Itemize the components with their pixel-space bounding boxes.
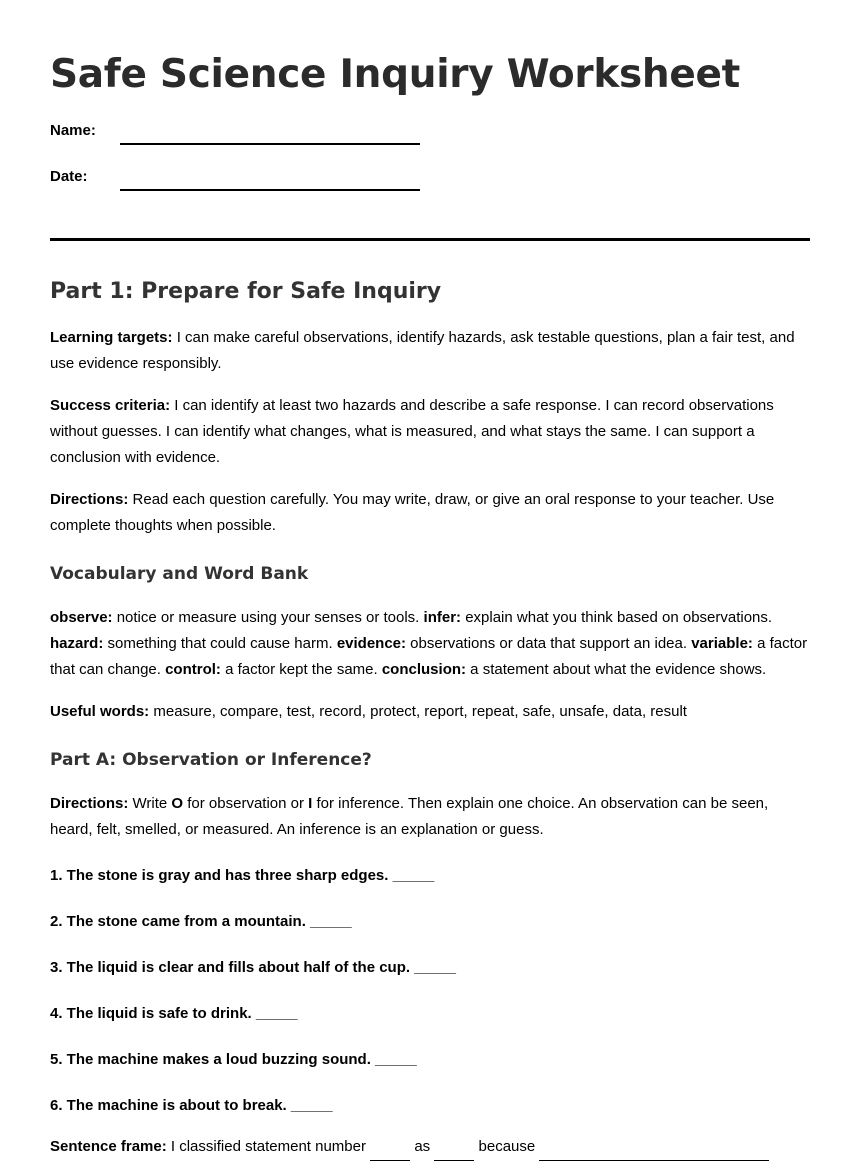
part1-directions-label: Directions:: [50, 491, 129, 508]
vocab-def: notice or measure using your senses or tools.: [112, 609, 424, 626]
statement-number-blank[interactable]: [370, 1134, 410, 1161]
question-4: 4. The liquid is safe to drink. _____: [50, 1005, 298, 1022]
classification-blank[interactable]: [434, 1134, 474, 1161]
learning-targets: [50, 325, 810, 377]
partA-directions-text: Write: [128, 795, 172, 812]
section-divider: [50, 238, 810, 241]
date-line[interactable]: [120, 189, 420, 191]
question-6: 6. The machine is about to break. _____: [50, 1097, 333, 1114]
useful-words-label: Useful words:: [50, 703, 150, 720]
question-5: 5. The machine makes a loud buzzing sound. _____: [50, 1051, 417, 1068]
sentence-frame-text: I classified statement number: [166, 1138, 371, 1155]
date-field-row: [50, 162, 810, 208]
sentence-frame-text: as: [410, 1138, 435, 1155]
vocab-heading: Vocabulary and Word Bank: [50, 564, 309, 584]
part1-directions: [50, 487, 810, 539]
partA-directions-text: for inference. Then explain one choice. An observation can be seen, heard, felt, smelled, or measured. An inference is an explanation or guess.: [50, 795, 769, 838]
success-criteria: [50, 393, 810, 471]
vocab-def: something that could cause harm.: [103, 635, 337, 652]
date-label: Date:: [50, 168, 88, 185]
sentence-frame-text: because: [474, 1138, 540, 1155]
name-field-row: [50, 116, 810, 162]
part1-directions-text: Read each question carefully. You may write, draw, or give an oral response to your teacher. Use complete thoughts when possible.: [50, 491, 775, 534]
question-3: 3. The liquid is clear and fills about half of the cup. _____: [50, 959, 456, 976]
vocab-def: a factor kept the same.: [220, 661, 382, 678]
vocab-def: a statement about what the evidence shows.: [466, 661, 767, 678]
sentence-frame: [50, 1134, 810, 1161]
part1-heading: Part 1: Prepare for Safe Inquiry: [50, 279, 442, 304]
success-criteria-text: I can identify at least two hazards and describe a safe response. I can record observations without guesses. I can identify what changes, what is measured, and what stays the same. I can support a conclusion with evidence.: [50, 397, 774, 466]
vocab-definitions: [50, 605, 810, 683]
vocab-term: observe:: [50, 609, 113, 626]
vocab-def: explain what you think based on observations.: [461, 609, 773, 626]
partA-heading: Part A: Observation or Inference?: [50, 750, 372, 770]
observation-letter: O: [171, 795, 184, 812]
vocab-term: hazard:: [50, 635, 104, 652]
vocab-term: conclusion:: [381, 661, 467, 678]
vocab-def: observations or data that support an idea.: [406, 635, 692, 652]
useful-words-text: measure, compare, test, record, protect, report, repeat, safe, unsafe, data, result: [149, 703, 687, 720]
vocab-term: variable:: [691, 635, 753, 652]
partA-directions: [50, 791, 810, 843]
question-2: 2. The stone came from a mountain. _____: [50, 913, 352, 930]
learning-targets-label: Learning targets:: [50, 329, 173, 346]
sentence-frame-label: Sentence frame:: [50, 1138, 167, 1155]
inference-letter: I: [308, 795, 313, 812]
name-line[interactable]: [120, 143, 420, 145]
question-1: 1. The stone is gray and has three sharp edges. _____: [50, 867, 435, 884]
partA-directions-text: for observation or: [183, 795, 309, 812]
vocab-term: infer:: [423, 609, 462, 626]
page-title: Safe Science Inquiry Worksheet: [50, 52, 741, 97]
reason-blank[interactable]: [539, 1134, 769, 1161]
name-label: Name:: [50, 122, 96, 139]
vocab-term: control:: [165, 661, 221, 678]
vocab-def: a factor that can change.: [50, 635, 808, 678]
partA-directions-label: Directions:: [50, 795, 129, 812]
learning-targets-text: I can make careful observations, identify hazards, ask testable questions, plan a fair test, and use evidence responsibly.: [50, 329, 795, 372]
vocab-term: evidence:: [336, 635, 407, 652]
success-criteria-label: Success criteria:: [50, 397, 171, 414]
useful-words: [50, 699, 810, 725]
